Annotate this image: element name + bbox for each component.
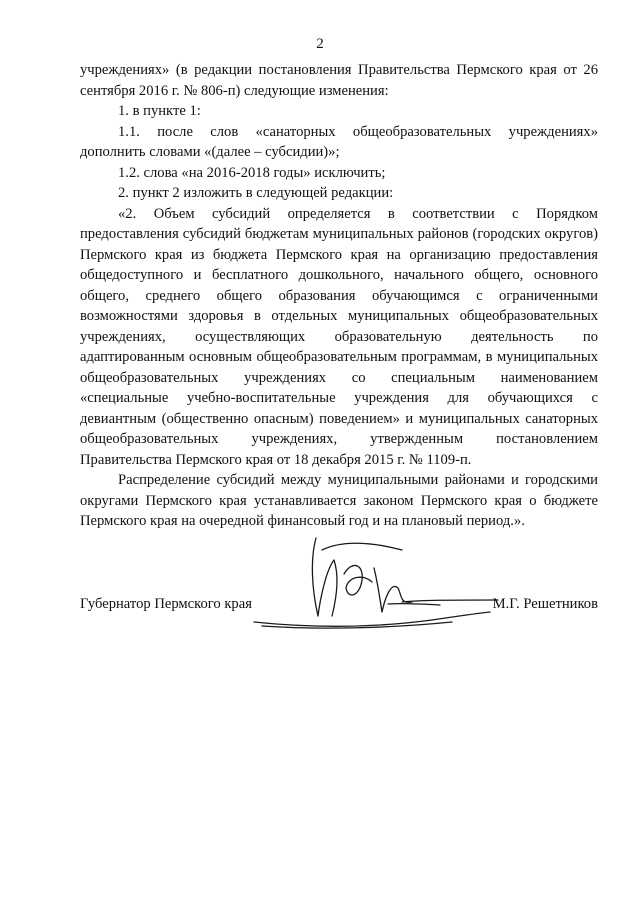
page-number: 2 — [316, 36, 324, 52]
paragraph-distribution: Распределение субсидий между муниципальными районами и городскими округами Пермского края устанавливается законом Пермского края о бюджете Пермского края на очередной финансовый год и на плановый период.». — [80, 472, 598, 529]
handwritten-signature — [252, 530, 500, 640]
paragraph-item-1-1: 1.1. после слов «санаторных общеобразовательных учреждениях» дополнить словами «(далее – субсидии)»; — [80, 123, 598, 160]
paragraph-continuation: учреждениях» (в редакции постановления Правительства Пермского края от 26 сентября 2016 г. № 806-п) следующие изменения: — [80, 62, 598, 99]
paragraph-item-1-2: 1.2. слова «на 2016-2018 годы» исключить; — [118, 164, 386, 181]
document-body — [80, 60, 598, 532]
signatory-name: М.Г. Решетников — [492, 596, 598, 612]
paragraph-new-wording: «2. Объем субсидий определяется в соответствии с Порядком предоставления субсидий бюджетам муниципальных районов (городских округов) Пермского края из бюджета Пермского края на организацию предоставления общедоступного и бесплатного дошкольного, начального общего, основного общего, среднего общего образования обучающимся с ограниченными возможностями здоровья в отдельных муниципальных общеобразовательных учреждениях, осуществляющих образовательную деятельность по адаптированным основным общеобразовательным программам, в муниципальных общеобразовательных учреждениях со специальным наименованием «специальные учебно-воспитательные учреждения для обучающихся с девиантным (общественно опасным) поведением» и муниципальных санаторных общеобразовательных учреждениях, утвержденным постановлением Правительства Пермского края от 18 декабря 2015 г. № 1109-п. — [80, 205, 598, 468]
signatory-title: Губернатор Пермского края — [80, 596, 252, 612]
paragraph-item-2: 2. пункт 2 изложить в следующей редакции: — [118, 185, 394, 201]
paragraph-item-1: 1. в пункте 1: — [118, 103, 201, 119]
